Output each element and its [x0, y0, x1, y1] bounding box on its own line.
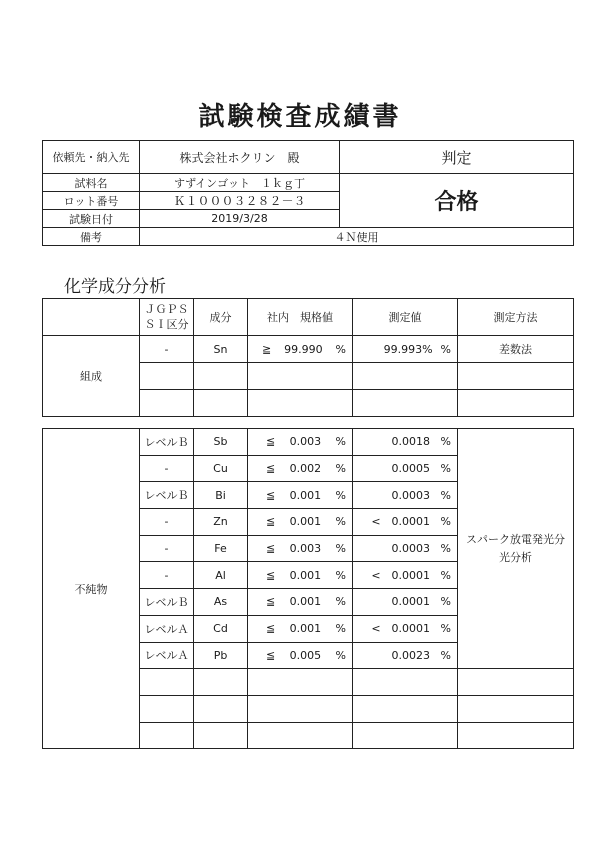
document-title: 試験検査成績書	[198, 102, 402, 132]
impurity-cmp: ≦	[266, 435, 276, 449]
impurity-measured-unit: %	[440, 622, 451, 636]
impurity-spec	[248, 482, 353, 509]
blank-header-cell	[43, 299, 140, 336]
impurity-element: Pb	[194, 642, 248, 669]
impurity-measured-value: 0.0003	[391, 488, 431, 502]
impurity-grade: レベルＢ	[140, 589, 194, 616]
composition-element: Sn	[194, 336, 248, 363]
impurity-spec	[248, 455, 353, 482]
impurity-spec-unit: %	[335, 488, 346, 502]
impurity-table	[42, 428, 574, 749]
impurity-lt	[371, 462, 381, 475]
impurity-measured	[353, 615, 458, 642]
impurity-cmp: ≦	[266, 462, 276, 476]
empty-cell	[458, 669, 574, 696]
impurity-element: Bi	[194, 482, 248, 509]
remark-value: ４Ｎ使用	[140, 228, 574, 246]
impurity-grade: レベルＡ	[140, 642, 194, 669]
composition-table	[42, 298, 574, 417]
empty-cell	[458, 722, 574, 749]
composition-method: 差数法	[458, 336, 574, 363]
impurity-element: Cu	[194, 455, 248, 482]
impurity-element: Sb	[194, 429, 248, 456]
empty-cell	[353, 363, 458, 390]
empty-cell	[248, 390, 353, 417]
jgps-header-line2: ＳＩ区分	[144, 318, 189, 331]
impurity-element: Fe	[194, 535, 248, 562]
impurity-spec	[248, 429, 353, 456]
sample-label: 試料名	[43, 174, 140, 192]
impurity-measured-unit: %	[440, 462, 451, 476]
impurity-element: As	[194, 589, 248, 616]
impurity-measured	[353, 455, 458, 482]
impurity-grade: -	[140, 509, 194, 536]
client-value: 株式会社ホクリン 殿	[140, 141, 340, 174]
lot-label: ロット番号	[43, 192, 140, 210]
impurity-spec	[248, 615, 353, 642]
impurity-cmp: ≦	[266, 515, 276, 529]
impurity-element: Al	[194, 562, 248, 589]
empty-cell	[140, 722, 194, 749]
impurity-spec-value: 0.003	[289, 542, 322, 556]
impurity-cmp: ≦	[266, 648, 276, 662]
impurity-measured-value: 0.0005	[391, 462, 431, 476]
impurity-method-text: スパーク放電発光分光分析	[466, 532, 565, 564]
impurity-element: Zn	[194, 509, 248, 536]
jgps-header	[140, 299, 194, 336]
impurity-element: Cd	[194, 615, 248, 642]
impurity-spec-value: 0.002	[289, 462, 322, 476]
impurity-lt	[371, 435, 381, 448]
empty-cell	[194, 669, 248, 696]
impurity-cmp: ≦	[266, 568, 276, 582]
impurity-lt: <	[371, 515, 381, 529]
impurity-spec-value: 0.003	[289, 435, 322, 449]
empty-cell	[194, 722, 248, 749]
impurity-measured	[353, 642, 458, 669]
impurity-lt: <	[371, 568, 381, 582]
judge-value: 合格	[340, 174, 574, 228]
impurity-spec-unit: %	[335, 542, 346, 556]
impurity-spec	[248, 589, 353, 616]
impurity-spec-unit: %	[335, 462, 346, 476]
impurity-spec	[248, 535, 353, 562]
impurity-spec-value: 0.001	[289, 595, 322, 609]
impurity-measured	[353, 589, 458, 616]
table-row	[43, 429, 574, 456]
composition-cmp: ≧	[262, 342, 272, 356]
impurity-cmp: ≦	[266, 488, 276, 502]
impurity-measured	[353, 482, 458, 509]
composition-measured-unit: %	[440, 342, 451, 356]
impurity-measured-value: 0.0001	[391, 515, 431, 529]
impurity-grade: -	[140, 455, 194, 482]
remark-label: 備考	[43, 228, 140, 246]
empty-cell	[140, 669, 194, 696]
impurity-grade: レベルＡ	[140, 615, 194, 642]
impurity-grade: レベルＢ	[140, 429, 194, 456]
impurity-measured-unit: %	[440, 568, 451, 582]
impurity-spec-value: 0.001	[289, 622, 322, 636]
empty-cell	[248, 363, 353, 390]
lot-value: Ｋ１０００３２８２－３	[140, 192, 340, 210]
impurity-grade: レベルＢ	[140, 482, 194, 509]
empty-cell	[458, 363, 574, 390]
impurity-measured-value: 0.0001	[391, 622, 431, 636]
impurity-spec	[248, 509, 353, 536]
sample-value: すずインゴット １ｋｇ丁	[140, 174, 340, 192]
impurity-spec-value: 0.001	[289, 515, 322, 529]
jgps-header-line1: ＪＧＰＳ	[144, 303, 189, 316]
empty-cell	[458, 390, 574, 417]
empty-cell	[194, 363, 248, 390]
impurity-cmp: ≦	[266, 595, 276, 609]
impurity-measured-value: 0.0018	[391, 435, 431, 449]
impurity-grade: -	[140, 562, 194, 589]
empty-cell	[140, 390, 194, 417]
impurity-measured-unit: %	[440, 648, 451, 662]
empty-cell	[353, 390, 458, 417]
impurity-measured-value: 0.0001	[391, 568, 431, 582]
composition-grade: -	[140, 336, 194, 363]
impurity-measured-unit: %	[440, 435, 451, 449]
method-header: 測定方法	[458, 299, 574, 336]
impurity-measured-unit: %	[440, 595, 451, 609]
impurity-lt	[371, 595, 381, 608]
empty-cell	[353, 695, 458, 722]
impurity-measured	[353, 429, 458, 456]
composition-spec-unit: %	[335, 342, 346, 356]
measured-header: 測定値	[353, 299, 458, 336]
impurity-spec	[248, 642, 353, 669]
impurity-cmp: ≦	[266, 542, 276, 556]
impurity-measured	[353, 562, 458, 589]
spec-header: 社内 規格値	[248, 299, 353, 336]
impurity-spec-unit: %	[335, 515, 346, 529]
impurity-measured-value: 0.0001	[391, 595, 431, 609]
impurity-method	[458, 429, 574, 669]
impurity-measured-value: 0.0023	[391, 648, 431, 662]
impurity-spec-unit: %	[335, 622, 346, 636]
judge-label: 判定	[340, 141, 574, 174]
impurity-spec-value: 0.001	[289, 568, 322, 582]
impurity-spec	[248, 562, 353, 589]
impurity-grade: -	[140, 535, 194, 562]
empty-cell	[353, 669, 458, 696]
empty-cell	[194, 695, 248, 722]
impurity-spec-unit: %	[335, 648, 346, 662]
client-label: 依頼先・納入先	[43, 141, 140, 174]
empty-cell	[353, 722, 458, 749]
impurity-lt: <	[371, 622, 381, 636]
composition-spec-value: 99.990	[284, 342, 323, 356]
impurity-measured-unit: %	[440, 542, 451, 556]
composition-measured-value: 99.993%	[383, 342, 433, 356]
date-label: 試験日付	[43, 210, 140, 228]
impurity-cmp: ≦	[266, 622, 276, 636]
component-header: 成分	[194, 299, 248, 336]
header-table	[42, 140, 574, 246]
date-value: 2019/3/28	[140, 210, 340, 228]
empty-cell	[194, 390, 248, 417]
impurity-spec-unit: %	[335, 595, 346, 609]
composition-spec	[248, 336, 353, 363]
impurity-spec-unit: %	[335, 568, 346, 582]
section-title: 化学成分分析	[64, 277, 166, 297]
impurity-lt	[371, 649, 381, 662]
empty-cell	[140, 695, 194, 722]
composition-label: 組成	[43, 336, 140, 417]
impurity-label: 不純物	[43, 429, 140, 749]
impurity-spec-value: 0.005	[289, 648, 322, 662]
composition-measured	[353, 336, 458, 363]
empty-cell	[248, 722, 353, 749]
empty-cell	[458, 695, 574, 722]
impurity-measured	[353, 509, 458, 536]
empty-cell	[248, 695, 353, 722]
impurity-spec-unit: %	[335, 435, 346, 449]
impurity-lt	[371, 542, 381, 555]
impurity-lt	[371, 489, 381, 502]
empty-cell	[140, 363, 194, 390]
empty-cell	[248, 669, 353, 696]
impurity-measured-unit: %	[440, 515, 451, 529]
impurity-measured-unit: %	[440, 488, 451, 502]
impurity-measured	[353, 535, 458, 562]
impurity-spec-value: 0.001	[289, 488, 322, 502]
impurity-measured-value: 0.0003	[391, 542, 431, 556]
